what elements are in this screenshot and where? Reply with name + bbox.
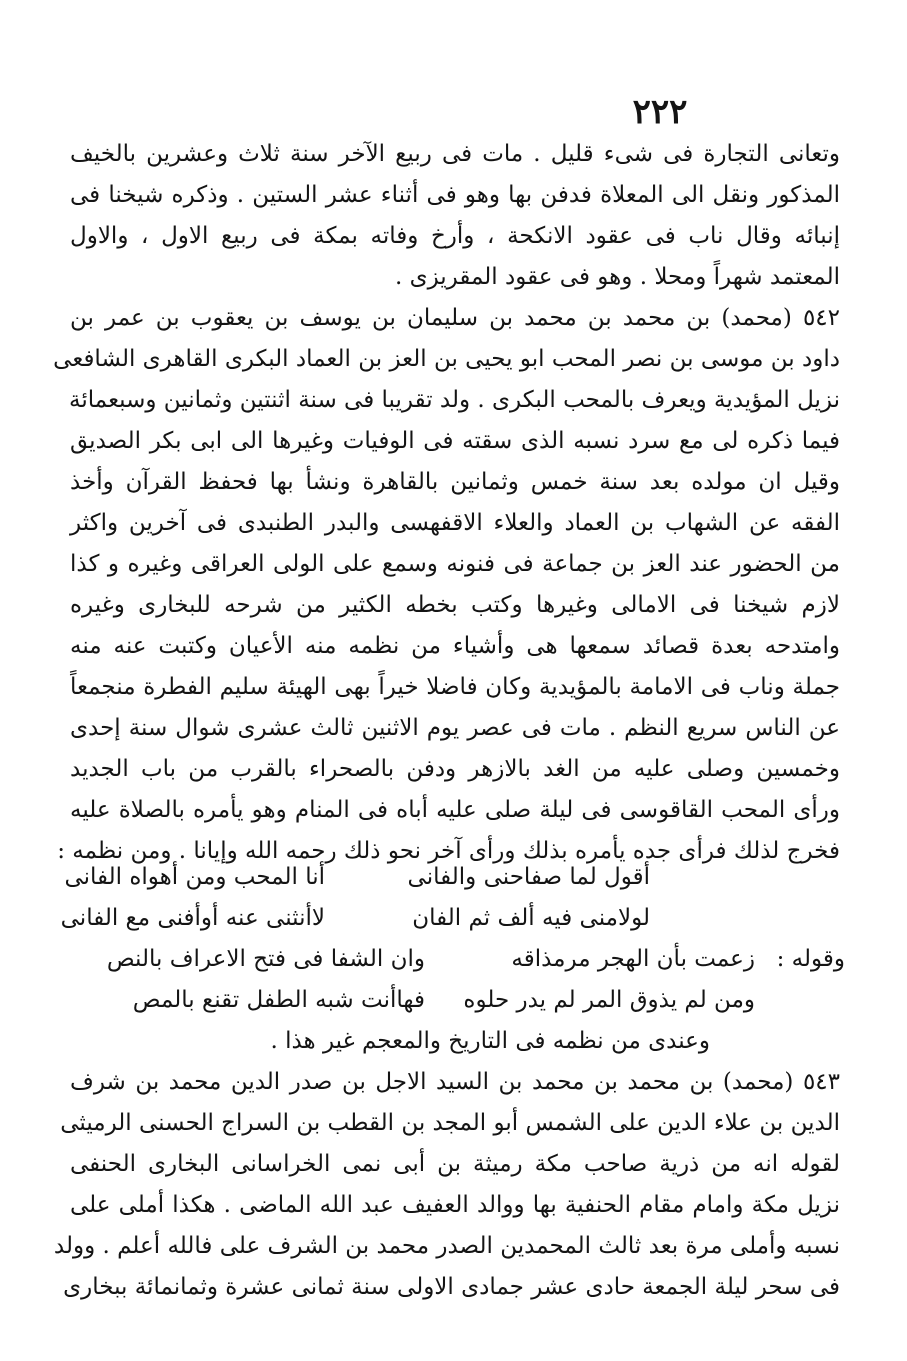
text-line-last: المعتمد شهراً ومحلا . وهو فى عقود المقريزى . <box>394 264 840 290</box>
text-line: الفقه عن الشهاب بن العماد والعلاء الاقفهسى والبدر الطنبدى فى آخرين واكثر <box>70 510 840 536</box>
text-line: لقوله انه من ذرية صاحب مكة رميثة بن أبى نمى الخراسانى البخارى الحنفى <box>70 1151 840 1177</box>
poem-verse <box>70 939 845 979</box>
page-number: ٢٢٢ <box>632 92 688 132</box>
text-line: نسبه وأملى مرة بعد ثالث المحمدين الصدر محمد بن الشرف على فالله أعلم . وولد <box>53 1233 840 1259</box>
text-line: جملة وناب فى الامامة بالمؤيدية وكان فاضلا خيراً بهى الهيئة سليم الفطرة منجمعاً <box>70 674 840 700</box>
text-line: من الحضور عند العز بن جماعة فى فنونه وسمع على الولى العراقى وغيره و كذا <box>70 551 840 577</box>
text-line: وقيل ان مولده بعد سنة خمس وثمانين بالقاهرة ونشأ بها فحفظ القرآن وأخذ <box>70 469 840 495</box>
poem-verse <box>64 857 650 897</box>
poem-intro: وقوله : <box>776 946 845 972</box>
verse-hemistich-2: وان الشفا فى فتح الاعراف بالنص <box>106 946 425 972</box>
text-line: فخرج لذلك فرأى جده يأمره بذلك ورأى آخر نحو ذلك رحمه الله وإيانا . ومن نظمه : <box>57 838 840 864</box>
text-line: وتعانى التجارة فى شىء قليل . مات فى ربيع الآخر سنة ثلاث وعشرين بالخيف <box>70 141 840 167</box>
entry-543-heading-line: ٥٤٣ (محمد) بن محمد بن محمد بن السيد الاجل بن صدر الدين محمد بن شرف <box>70 1069 840 1095</box>
text-line: الدين بن علاء الدين على الشمس أبو المجد بن القطب بن السراج الحسنى الرميثى <box>60 1110 840 1136</box>
text-line: لازم شيخنا فى الامالى وغيرها وكتب بخطه الكثير من شرحه للبخارى وغيره <box>70 592 840 618</box>
text-line: ورأى المحب القاقوسى فى ليلة صلى عليه أباه فى المنام وهو يأمره بالصلاة عليه <box>70 797 840 823</box>
verse-hemistich-2: لاأنثنى عنه أوأفنى مع الفانى <box>60 905 325 931</box>
text-line: عن الناس سريع النظم . مات فى عصر يوم الاثنين ثالث عشرى شوال سنة إحدى <box>70 715 840 741</box>
text-line: إنبائه وقال ناب فى عقود الانكحة ، وأرخ وفاته بمكة فى ربيع الاول ، والاول <box>70 223 840 249</box>
verse-hemistich-1: أقول لما صفاحنى والفانى <box>407 864 650 890</box>
verse-hemistich-2: فهاأنت شبه الطفل تقنع بالمص <box>132 987 425 1013</box>
poem-verse <box>60 898 650 938</box>
verse-hemistich-2: أنا المحب ومن أهواه الفانى <box>64 864 325 890</box>
verse-hemistich-1: لولامنى فيه ألف ثم الفان <box>412 905 650 931</box>
text-line: فيما ذكره لى مع سرد نسبه الذى سقته فى الوفيات وغيرها الى ابى بكر الصديق <box>70 428 840 454</box>
text-line: وامتدحه بعدة قصائد سمعها هى وأشياء من نظمه منه الأعيان وكتبت عنه منه <box>70 633 840 659</box>
text-line-last: وعندى من نظمه فى التاريخ والمعجم غير هذا . <box>270 1028 710 1054</box>
text-line: نزيل مكة وامام مقام الحنفية بها ووالد العفيف عبد الله الماضى . هكذا أملى على <box>70 1192 840 1218</box>
verse-hemistich-1: زعمت بأن الهجر مرمذاقه <box>511 946 755 972</box>
verse-hemistich-1: ومن لم يذوق المر لم يدر حلوه <box>463 987 755 1013</box>
poem-verse <box>70 980 845 1020</box>
text-line: نزيل المؤيدية ويعرف بالمحب البكرى . ولد تقريبا فى سنة اثنتين وثمانين وسبعمائة <box>69 387 840 413</box>
text-line: فى سحر ليلة الجمعة حادى عشر جمادى الاولى سنة ثمانى عشرة وثمانمائة ببخارى <box>63 1274 840 1300</box>
text-line: داود بن موسى بن نصر المحب ابو يحيى بن العز بن العماد البكرى القاهرى الشافعى <box>53 346 840 372</box>
text-line: المذكور ونقل الى المعلاة فدفن بها وهو فى أثناء عشر الستين . وذكره شيخنا فى <box>70 182 840 208</box>
entry-542-heading-line: ٥٤٢ (محمد) بن محمد بن محمد بن سليمان بن يوسف بن يعقوب بن عمر بن <box>70 305 840 331</box>
text-line: وخمسين وصلى عليه من الغد بالازهر ودفن بالصحراء بالقرب من باب الجديد <box>70 756 840 782</box>
